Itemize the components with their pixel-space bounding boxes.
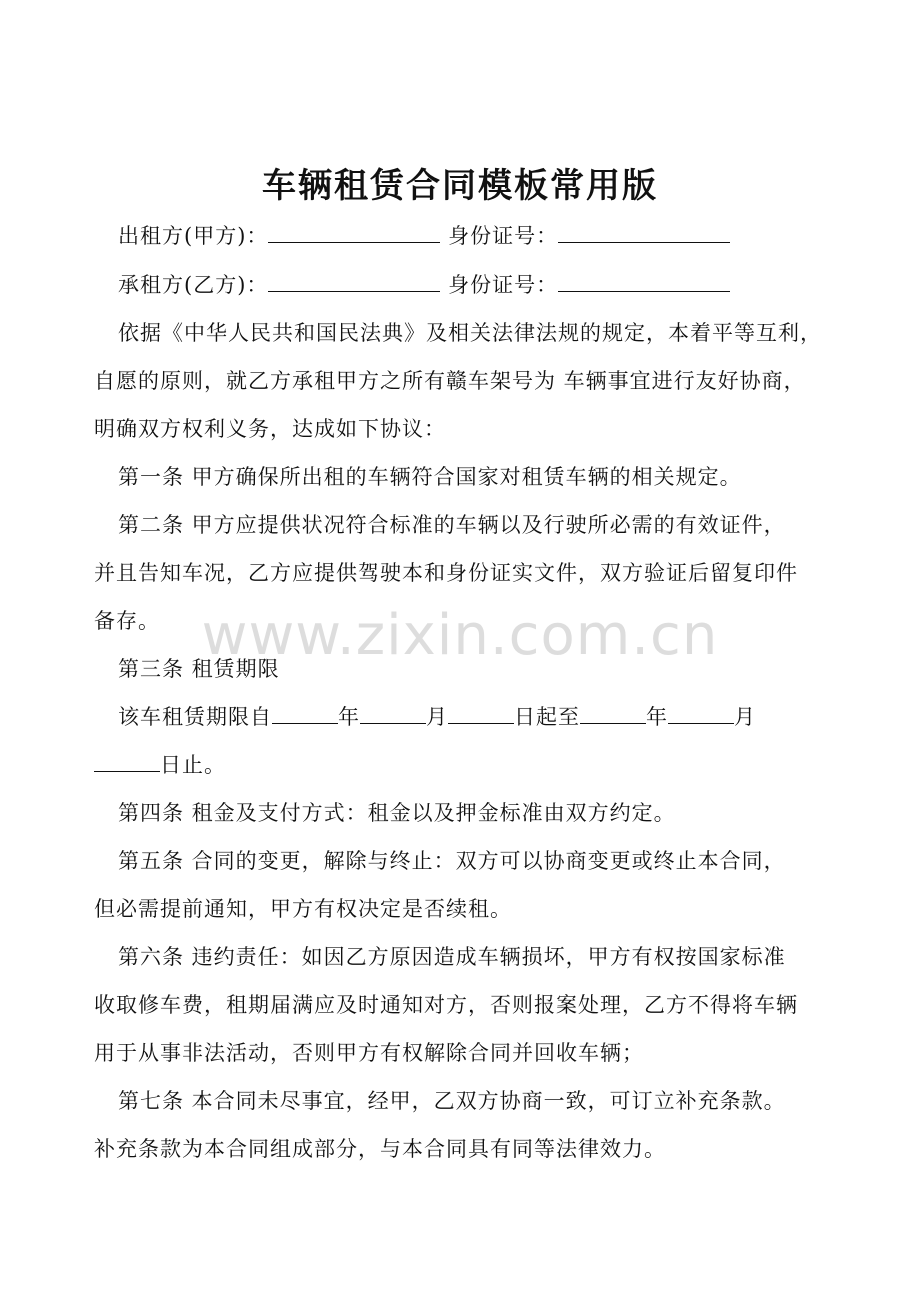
start-day-label: 日起至 bbox=[514, 705, 580, 729]
start-year-blank bbox=[272, 703, 338, 724]
end-year-label: 年 bbox=[646, 705, 668, 729]
article-1: 第一条 甲方确保所出租的车辆符合国家对租赁车辆的相关规定。 bbox=[118, 465, 742, 489]
lessor-line bbox=[118, 221, 730, 251]
lessor-label: 出租方(甲方)： bbox=[118, 224, 269, 248]
article-6-line-1: 第六条 违约责任：如因乙方原因造成车辆损坏，甲方有权按国家标准 bbox=[118, 945, 786, 969]
intro-line-3: 明确双方权利义务，达成如下协议： bbox=[94, 417, 446, 441]
period-prefix: 该车租赁期限自 bbox=[118, 705, 272, 729]
watermark: www.zixin.com.cn bbox=[201, 603, 719, 668]
lessee-id-label: 身份证号： bbox=[448, 273, 559, 297]
lessee-line bbox=[118, 270, 730, 300]
lessor-id-blank bbox=[558, 222, 730, 243]
start-month-label: 月 bbox=[426, 705, 448, 729]
start-day-blank bbox=[448, 703, 514, 724]
end-month-label: 月 bbox=[734, 705, 756, 729]
article-2-line-2: 并且告知车况，乙方应提供驾驶本和身份证实文件，双方验证后留复印件 bbox=[94, 561, 798, 585]
article-7-line-1: 第七条 本合同未尽事宜，经甲，乙双方协商一致，可订立补充条款。 bbox=[118, 1089, 786, 1113]
document-title: 车辆租赁合同模板常用版 bbox=[262, 166, 658, 206]
end-year-blank bbox=[580, 703, 646, 724]
end-month-blank bbox=[668, 703, 734, 724]
intro-line-2: 自愿的原则，就乙方承租甲方之所有赣车架号为 车辆事宜进行友好协商， bbox=[94, 369, 806, 393]
lessor-id-label: 身份证号： bbox=[448, 224, 559, 248]
start-month-blank bbox=[360, 703, 426, 724]
lease-period-end-line bbox=[94, 750, 226, 780]
article-7-line-2: 补充条款为本合同组成部分，与本合同具有同等法律效力。 bbox=[94, 1137, 666, 1161]
start-year-label: 年 bbox=[338, 705, 360, 729]
article-2-line-3: 备存。 bbox=[94, 609, 160, 633]
article-4: 第四条 租金及支付方式：租金以及押金标准由双方约定。 bbox=[118, 801, 676, 825]
lessee-name-blank bbox=[268, 271, 440, 292]
article-5-line-2: 但必需提前通知，甲方有权决定是否续租。 bbox=[94, 897, 512, 921]
article-2-line-1: 第二条 甲方应提供状况符合标准的车辆以及行驶所必需的有效证件， bbox=[118, 513, 786, 537]
lessee-id-blank bbox=[558, 271, 730, 292]
article-6-line-2: 收取修车费，租期届满应及时通知对方，否则报案处理，乙方不得将车辆 bbox=[94, 993, 798, 1017]
end-day-label: 日止。 bbox=[160, 753, 226, 777]
end-day-blank bbox=[94, 751, 160, 772]
lessor-name-blank bbox=[268, 222, 440, 243]
article-3: 第三条 租赁期限 bbox=[118, 657, 280, 681]
lessee-label: 承租方(乙方)： bbox=[118, 273, 269, 297]
article-6-line-3: 用于从事非法活动，否则甲方有权解除合同并回收车辆； bbox=[94, 1041, 644, 1065]
lease-period-line bbox=[118, 702, 756, 732]
article-5-line-1: 第五条 合同的变更，解除与终止：双方可以协商变更或终止本合同， bbox=[118, 849, 786, 873]
intro-line-1: 依据《中华人民共和国民法典》及相关法律法规的规定，本着平等互利， bbox=[118, 321, 822, 345]
